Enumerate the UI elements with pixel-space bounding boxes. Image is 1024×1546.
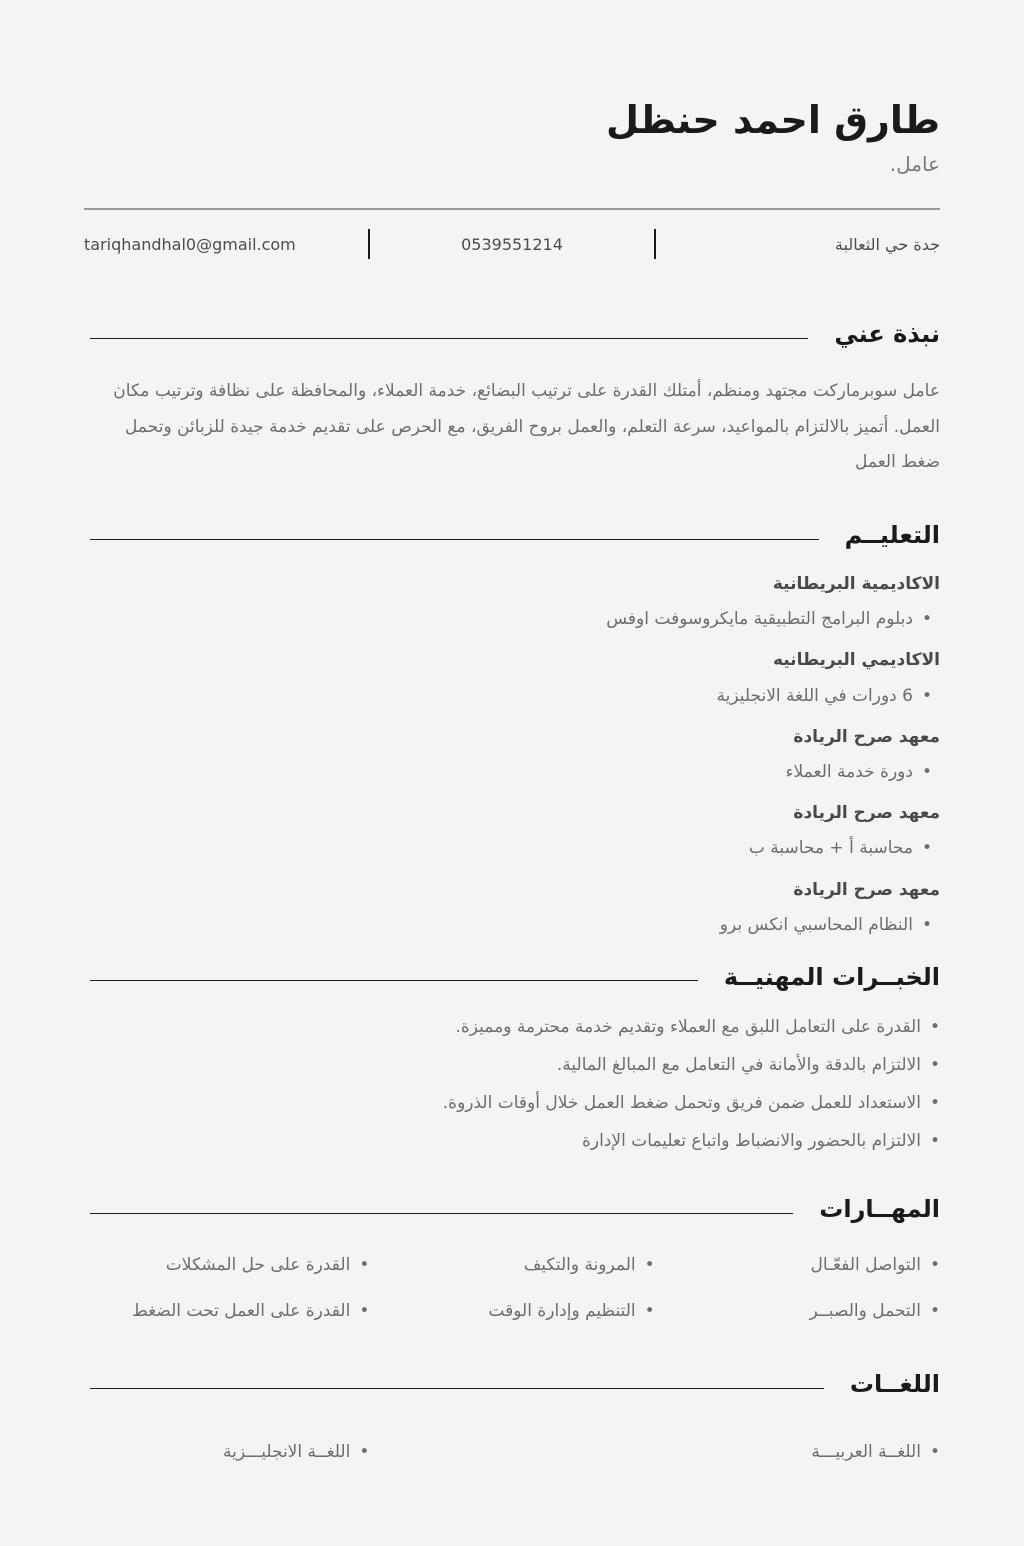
section-rule bbox=[90, 1213, 793, 1214]
education-entry bbox=[84, 877, 940, 939]
education-entry bbox=[84, 800, 940, 862]
skill-item: • التنظيم وإدارة الوقت bbox=[369, 1299, 654, 1325]
experience-bullet-item: • الاستعداد للعمل ضمن فريق وتحمل ضغط العمل خلال أوقات الذروة. bbox=[84, 1089, 940, 1117]
education-entry-items bbox=[84, 759, 940, 786]
education-school-name: معهد صرح الريادة bbox=[793, 726, 940, 747]
experience-list bbox=[84, 1013, 940, 1155]
skill-item: • التحمل والصبــر bbox=[655, 1299, 940, 1325]
education-entry bbox=[84, 571, 940, 633]
person-name: طارق احمد حنظل bbox=[605, 98, 940, 142]
section-education-title: التعليــم bbox=[844, 521, 940, 550]
contact-phone: 0539551214 bbox=[461, 234, 563, 254]
about-paragraph: عامل سوبرماركت مجتهد ومنظم، أمتلك القدرة على ترتيب البضائع، خدمة العملاء، والمحافظة على نظافة وترتيب مكان العمل. أتميز بالالتزام بالمواعيد، سرعة التعلم، والعمل بروح الفريق، مع الحرص على تقديم خدمة جيدة للزبائن وتحمل ضغط العمل bbox=[113, 381, 940, 473]
job-title: عامل. bbox=[889, 152, 940, 176]
education-school-name: معهد صرح الريادة bbox=[793, 879, 940, 900]
experience-bullet-item: • الالتزام بالدقة والأمانة في التعامل مع المبالغ المالية. bbox=[84, 1051, 940, 1079]
languages-grid bbox=[84, 1440, 940, 1466]
section-rule bbox=[90, 338, 808, 339]
section-education-header bbox=[84, 521, 940, 549]
section-languages-title: اللغــات bbox=[849, 1370, 940, 1399]
experience-bullet-item: • القدرة على التعامل اللبق مع العملاء وتقديم خدمة محترمة ومميزة. bbox=[84, 1013, 940, 1041]
header-divider bbox=[84, 208, 940, 210]
skill-item: • المرونة والتكيف bbox=[369, 1253, 654, 1279]
education-school-name: الاكاديمية البريطانية bbox=[772, 574, 940, 595]
education-entry bbox=[84, 647, 940, 709]
skill-item: • القدرة على حل المشكلات bbox=[84, 1253, 369, 1279]
skills-grid bbox=[84, 1253, 940, 1324]
education-entry-items bbox=[84, 683, 940, 710]
education-school-name: معهد صرح الريادة bbox=[793, 803, 940, 824]
skill-item: • القدرة على العمل تحت الضغط bbox=[84, 1299, 369, 1325]
contact-divider-bar bbox=[368, 229, 370, 259]
education-course-item: • 6 دورات في اللغة الانجليزية bbox=[84, 683, 940, 710]
section-rule bbox=[90, 539, 819, 540]
contact-email: tariqhandhal0@gmail.com bbox=[84, 234, 296, 254]
experience-bullet-item: • الالتزام بالحضور والانضباط واتباع تعليمات الإدارة bbox=[84, 1127, 940, 1155]
education-entry-items bbox=[84, 835, 940, 862]
section-experience-title: الخبــرات المهنيــة bbox=[723, 962, 940, 991]
section-skills-title: المهــارات bbox=[819, 1195, 940, 1224]
resume-page bbox=[0, 98, 1024, 1546]
contact-location: جدة حي الثعالبة bbox=[834, 234, 940, 254]
contact-row bbox=[84, 224, 940, 264]
education-course-item: • محاسبة أ + محاسبة ب bbox=[84, 835, 940, 862]
section-skills-header bbox=[84, 1195, 940, 1223]
language-item: • اللغــة الانجليـــزية bbox=[84, 1440, 369, 1466]
section-about-title: نبذة عني bbox=[834, 320, 940, 348]
education-course-item: • دورة خدمة العملاء bbox=[84, 759, 940, 786]
education-entry-items bbox=[84, 606, 940, 633]
education-course-item: • دبلوم البرامج التطبيقية مايكروسوفت اوفس bbox=[84, 606, 940, 633]
education-school-name: الاكاديمي البريطانيه bbox=[772, 650, 940, 671]
contact-divider-bar bbox=[654, 229, 656, 259]
language-item: • اللغــة العربيـــة bbox=[655, 1440, 940, 1466]
section-about-header bbox=[84, 320, 940, 348]
skill-item: • التواصل الفعّـال bbox=[655, 1253, 940, 1279]
education-entry-items bbox=[84, 912, 940, 939]
education-list bbox=[84, 571, 940, 939]
section-experience-header bbox=[84, 963, 940, 991]
education-entry bbox=[84, 724, 940, 786]
section-rule bbox=[90, 1388, 824, 1389]
section-rule bbox=[90, 980, 698, 981]
education-course-item: • النظام المحاسبي انكس برو bbox=[84, 912, 940, 939]
section-languages-header bbox=[84, 1370, 940, 1398]
